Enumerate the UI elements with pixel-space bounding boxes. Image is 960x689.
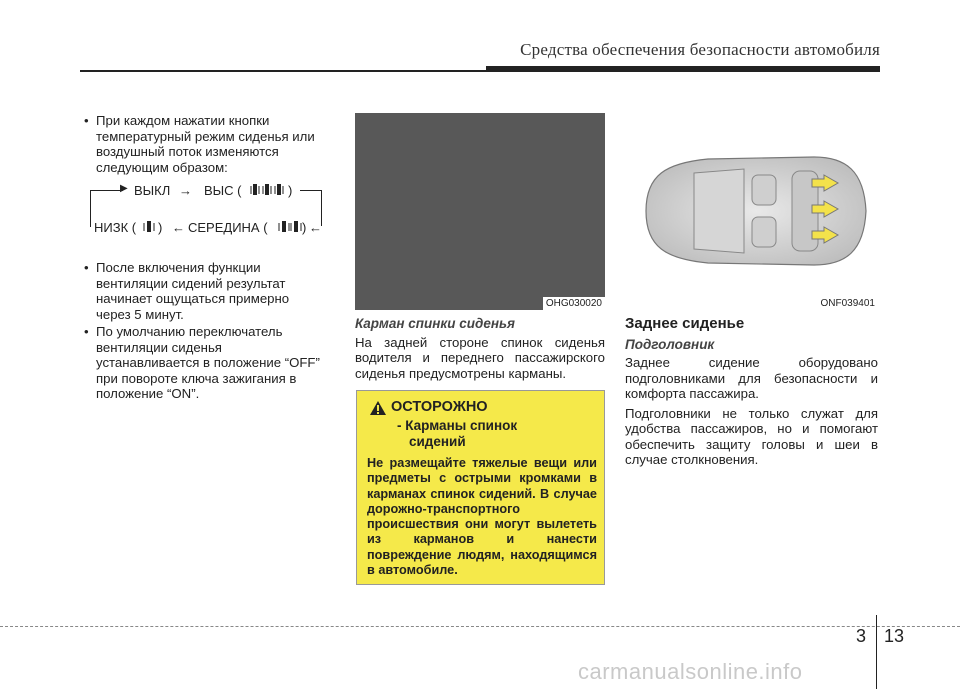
footer-divider — [0, 626, 960, 627]
bullet-line: • После включения функции — [96, 260, 261, 275]
section-subheading: Подголовник — [625, 336, 715, 352]
chapter-number: 3 — [856, 626, 867, 646]
bullet-line: вентиляции сидений результат — [96, 275, 286, 291]
seq-line — [90, 190, 123, 191]
arrow-right-icon: ▶ — [120, 183, 128, 194]
paren: ) — [158, 220, 163, 235]
section-heading: Заднее сиденье — [625, 315, 745, 332]
page-header-title: Средства обеспечения безопасности автомобиля — [520, 40, 880, 59]
watermark: carmanualsonline.info — [578, 659, 803, 684]
seat-level-1-icon — [142, 219, 156, 235]
bullet-line: положение “ON”. — [96, 386, 200, 401]
subtitle-dash: - — [397, 418, 402, 433]
seat-level-2-icon — [278, 219, 302, 235]
arrow-left-icon: ← — [309, 220, 322, 235]
rear-seat-illustration — [624, 113, 878, 310]
bullet-line: следующим образом: — [96, 159, 228, 175]
bullet-line: • По умолчанию переключатель — [96, 324, 283, 339]
bullet-line: вентиляции сиденья — [96, 339, 222, 355]
bullet-default-off — [83, 324, 333, 402]
right-column — [625, 316, 878, 468]
bullet-line: температурный режим сиденья или — [96, 128, 315, 144]
left-column-lower — [83, 260, 333, 404]
warning-box — [356, 390, 605, 585]
bullet-line: начинает ощущаться примерно — [96, 291, 290, 306]
subtitle-line: Карманы спинок — [405, 418, 518, 433]
car-top-view-icon — [624, 113, 878, 310]
mode-high-label: ВЫС ( — [204, 183, 242, 198]
paragraph: Подголовники не только служат для удобства пассажиров, но и помогают обеспечить защиту головы и шеи в случае столкновения. — [625, 405, 878, 467]
bullet-line: устанавливается в положение “OFF” — [96, 355, 320, 370]
arrow-right-icon: → — [179, 183, 192, 198]
seq-line — [300, 190, 322, 191]
seatback-pocket-photo — [355, 113, 605, 310]
section-text: На задней стороне спинок сиденья водителя и переднего пассажирского сиденья предусмотрены карманы. — [355, 334, 605, 381]
bullet-line: при повороте ключа зажигания в — [96, 370, 297, 386]
photo-code: OHG030020 — [543, 297, 605, 310]
mode-sequence-diagram — [86, 182, 336, 242]
bullet-button-press — [83, 113, 333, 175]
paragraph: Заднее сидение оборудовано подголовниками для безопасности и комфорта пассажира. — [625, 355, 878, 401]
warning-body: Не размещайте тяжелые вещи или предметы с острыми кромками в карманах спинок сидений. В случае дорожно-транспортного происшествия они могут вылететь из карманов и нанести повреждение людям, находящимся в автомобиле. — [367, 456, 597, 578]
arrow-left-icon: ← — [172, 220, 185, 235]
header-divider — [80, 70, 490, 72]
left-column — [83, 113, 333, 177]
seq-line — [90, 190, 91, 212]
bullet-delay — [83, 260, 333, 322]
mode-low-label: НИЗК ( — [94, 220, 137, 235]
bullet-line: воздушный поток изменяются — [96, 144, 279, 159]
photo-code: ONF039401 — [818, 297, 878, 310]
seq-line — [90, 212, 91, 227]
warning-subtitle — [397, 418, 517, 450]
warning-title: ОСТОРОЖНО — [391, 399, 488, 415]
seat-level-3-icon — [250, 182, 286, 198]
bullet-line: • При каждом нажатии кнопки — [96, 113, 270, 128]
section-subheading: Карман спинки сиденья — [355, 316, 515, 331]
paren: ) — [302, 220, 307, 235]
page-number-divider — [876, 615, 877, 689]
warning-triangle-icon — [369, 400, 387, 416]
middle-column — [355, 316, 605, 381]
subtitle-line: сидений — [409, 434, 466, 449]
header-divider-bold — [486, 66, 880, 72]
mode-mid-label: СЕРЕДИНА ( — [188, 220, 268, 235]
bullet-line: через 5 минут. — [96, 306, 184, 322]
paren: ) — [288, 183, 293, 198]
mode-off-label: ВЫКЛ — [134, 183, 171, 198]
page-number: 13 — [884, 626, 905, 646]
